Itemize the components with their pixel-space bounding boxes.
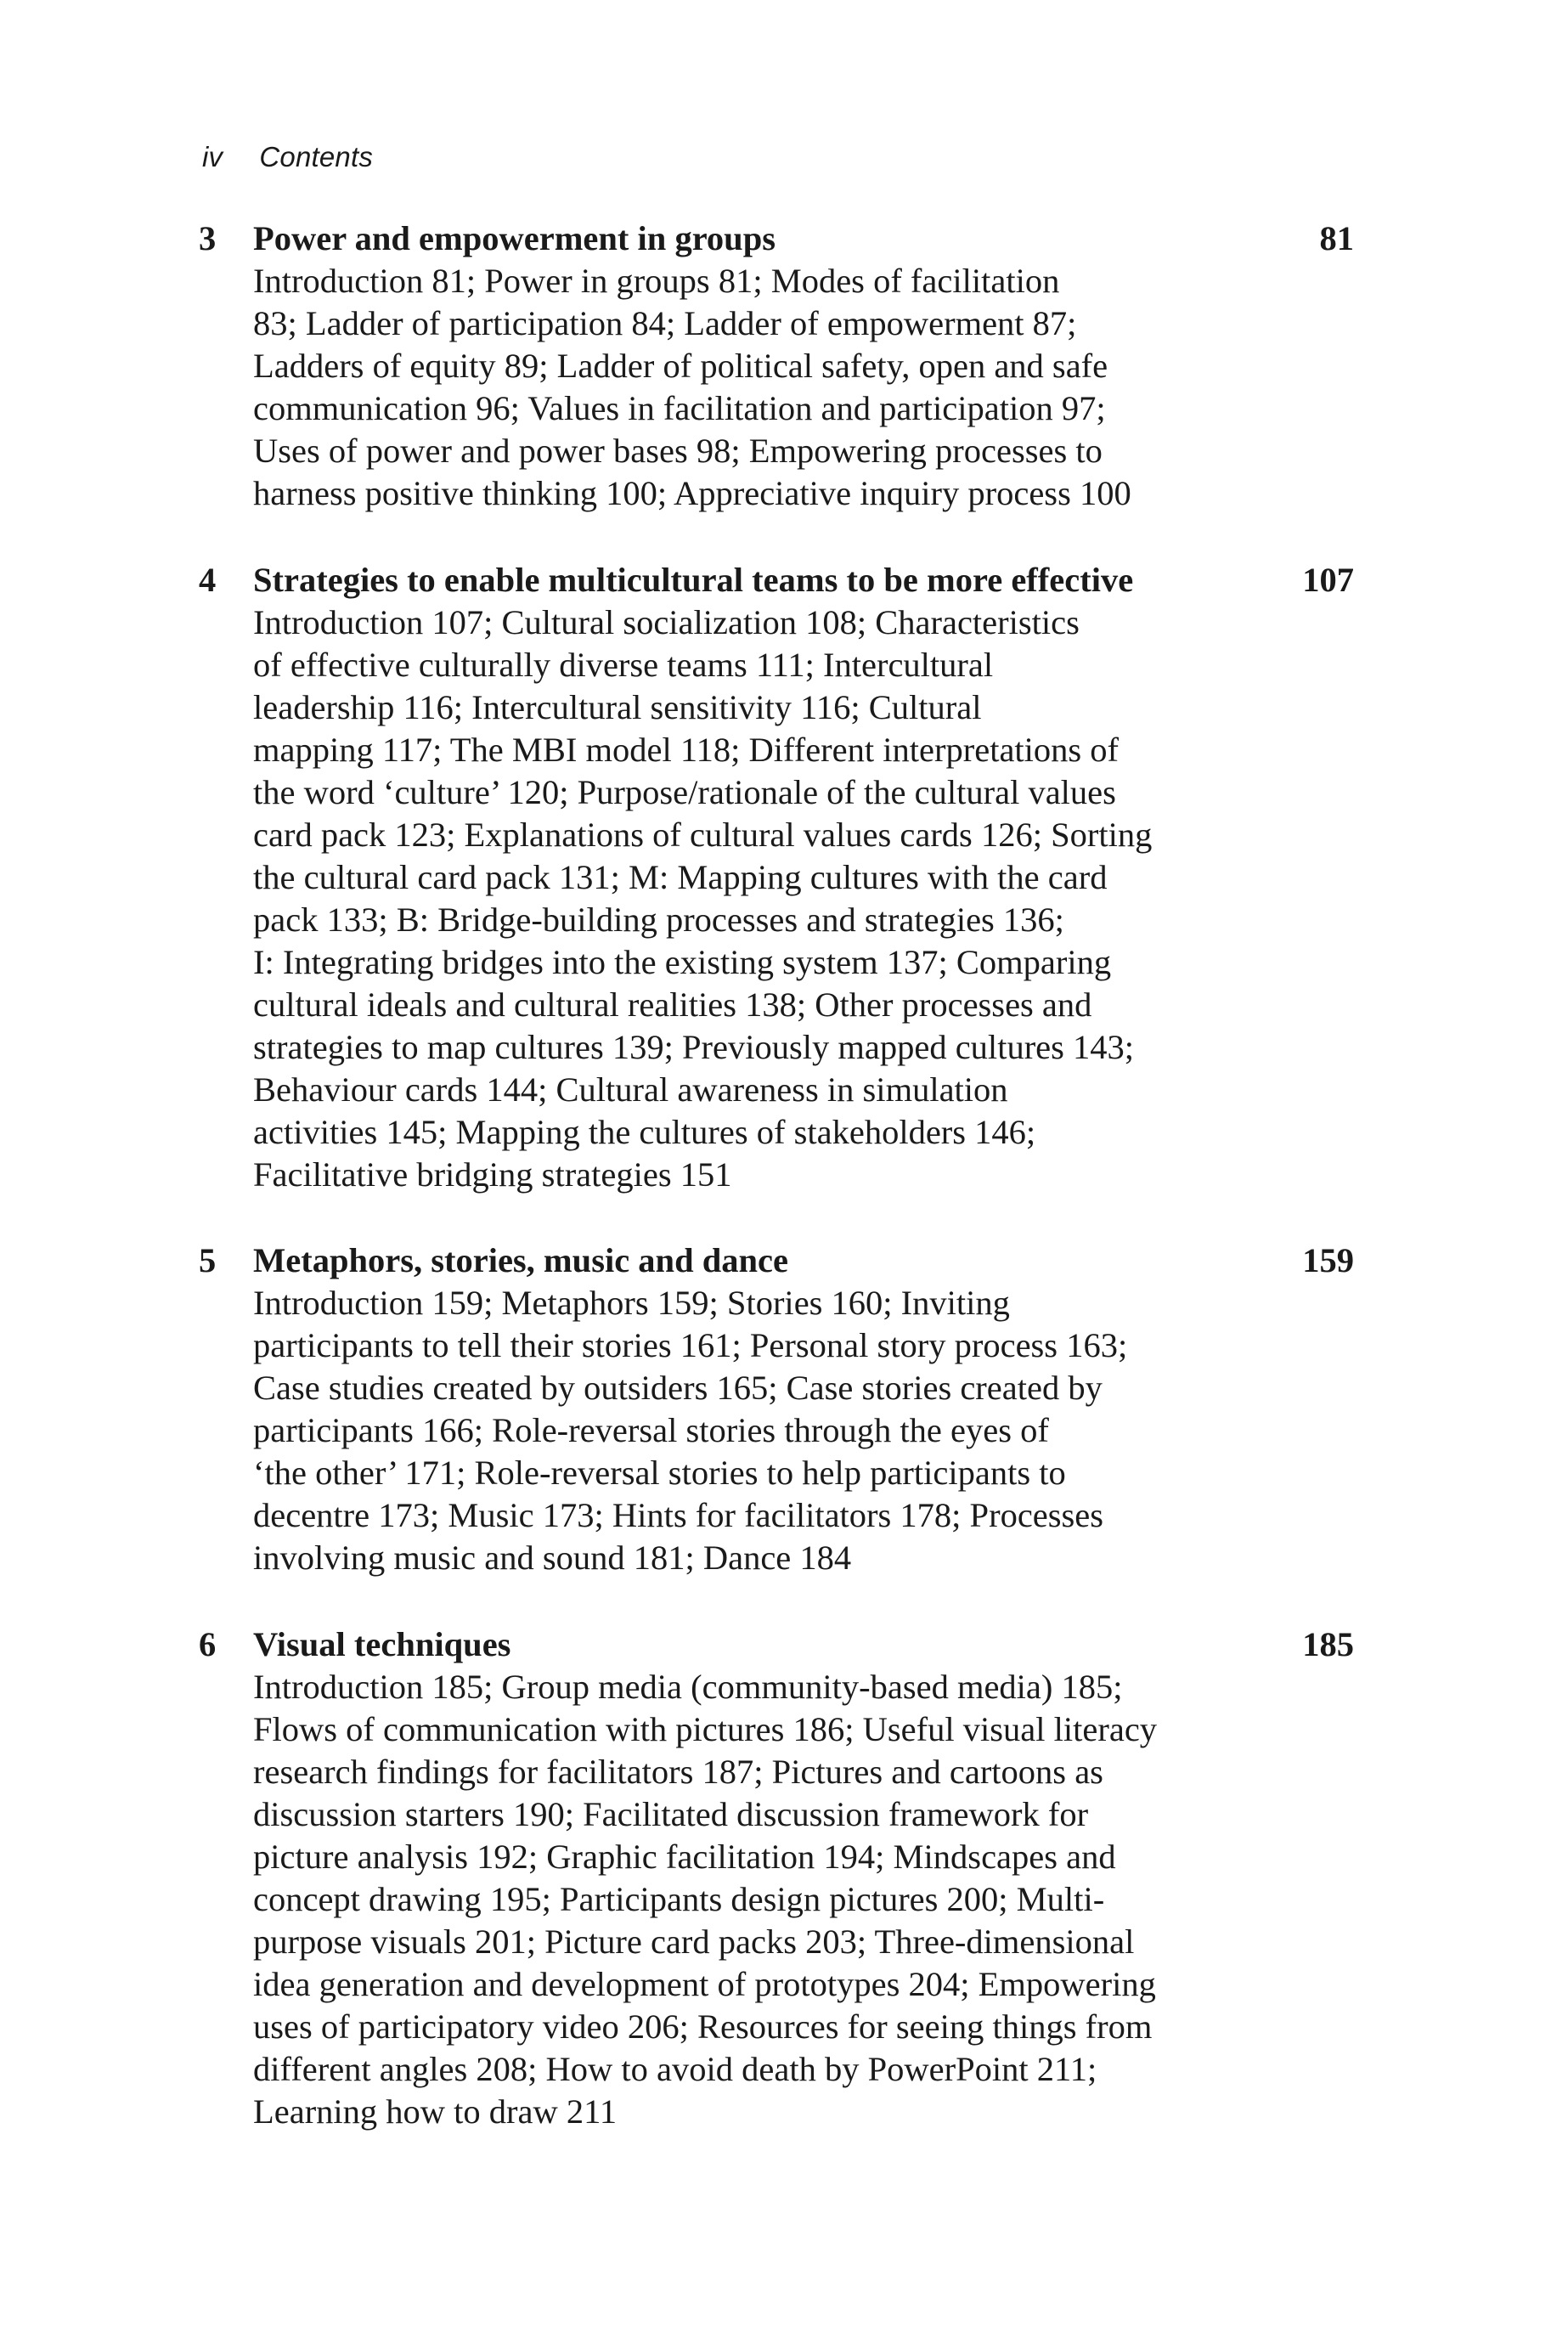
chapter-page-number: 81: [1319, 219, 1354, 257]
chapter-page-number: 159: [1302, 1241, 1354, 1279]
chapter-title: Power and empowerment in groups: [253, 219, 776, 257]
contents-line: research findings for facilitators 187; Pictures and cartoons as: [253, 1753, 1103, 1791]
running-head-title: Contents: [259, 141, 374, 172]
contents-line: Introduction 185; Group media (community-based media) 185;: [253, 1668, 1123, 1706]
contents-line: different angles 208; How to avoid death by PowerPoint 211;: [253, 2050, 1097, 2088]
chapter-number: 5: [199, 1241, 217, 1279]
contents-line: mapping 117; The MBI model 118; Different interpretations of: [253, 731, 1120, 769]
contents-line: idea generation and development of prototypes 204; Empowering: [253, 1965, 1156, 2003]
contents-line: involving music and sound 181; Dance 184: [253, 1538, 852, 1577]
contents-line: the word ‘culture’ 120; Purpose/rationale of the cultural values: [253, 773, 1116, 811]
contents-line: concept drawing 195; Participants design pictures 200; Multi-: [253, 1880, 1105, 1918]
contents-line: Case studies created by outsiders 165; Case stories created by: [253, 1369, 1103, 1407]
contents-line: purpose visuals 201; Picture card packs 203; Three-dimensional: [253, 1922, 1135, 1961]
contents-line: Ladders of equity 89; Ladder of political safety, open and safe: [253, 347, 1108, 385]
contents-line: 83; Ladder of participation 84; Ladder of empowerment 87;: [253, 304, 1077, 342]
contents-line: uses of participatory video 206; Resources for seeing things from: [253, 2007, 1153, 2046]
chapter-page-number: 107: [1302, 561, 1354, 599]
contents-line: decentre 173; Music 173; Hints for facilitators 178; Processes: [253, 1496, 1104, 1534]
contents-line: I: Integrating bridges into the existing system 137; Comparing: [253, 943, 1112, 981]
chapter-contents: [253, 1282, 1357, 1579]
chapter-page-number: 185: [1302, 1625, 1354, 1663]
contents-line: Introduction 159; Metaphors 159; Stories 160; Inviting: [253, 1284, 1010, 1322]
chapter-number: 4: [199, 561, 217, 599]
contents-line: strategies to map cultures 139; Previously mapped cultures 143;: [253, 1028, 1135, 1066]
contents-line: ‘the other’ 171; Role-reversal stories to help participants to: [253, 1454, 1066, 1492]
contents-line: Behaviour cards 144; Cultural awareness in simulation: [253, 1070, 1008, 1109]
chapter-number: 3: [199, 219, 217, 257]
contents-line: discussion starters 190; Facilitated discussion framework for: [253, 1795, 1089, 1833]
contents-line: Uses of power and power bases 98; Empowering processes to: [253, 432, 1103, 470]
contents-line: picture analysis 192; Graphic facilitation 194; Mindscapes and: [253, 1838, 1116, 1876]
contents-line: card pack 123; Explanations of cultural values cards 126; Sorting: [253, 816, 1153, 854]
contents-line: Learning how to draw 211: [253, 2092, 618, 2131]
chapter-title: Visual techniques: [253, 1625, 511, 1663]
contents-line: harness positive thinking 100; Appreciative inquiry process 100: [253, 474, 1131, 512]
contents-line: Introduction 81; Power in groups 81; Modes of facilitation: [253, 262, 1060, 300]
chapter-contents: [253, 1666, 1357, 2133]
contents-line: communication 96; Values in facilitation and participation 97;: [253, 389, 1106, 427]
page-folio: iv: [202, 141, 223, 172]
chapter-contents: [253, 601, 1357, 1196]
chapter-title: Metaphors, stories, music and dance: [253, 1241, 788, 1279]
chapter-contents: [253, 260, 1357, 515]
contents-line: Introduction 107; Cultural socialization 108; Characteristics: [253, 603, 1080, 641]
contents-line: activities 145; Mapping the cultures of stakeholders 146;: [253, 1113, 1036, 1151]
chapter-number: 6: [199, 1625, 217, 1663]
contents-line: cultural ideals and cultural realities 138; Other processes and: [253, 985, 1092, 1024]
contents-line: pack 133; B: Bridge-building processes and strategies 136;: [253, 901, 1064, 939]
contents-line: Facilitative bridging strategies 151: [253, 1155, 732, 1194]
running-head: [202, 141, 373, 173]
contents-line: participants to tell their stories 161; Personal story process 163;: [253, 1326, 1128, 1364]
chapter-title: Strategies to enable multicultural teams to be more effective: [253, 561, 1134, 599]
contents-line: Flows of communication with pictures 186; Useful visual literacy: [253, 1710, 1158, 1748]
contents-line: of effective culturally diverse teams 111; Intercultural: [253, 646, 994, 684]
contents-line: the cultural card pack 131; M: Mapping cultures with the card: [253, 858, 1108, 896]
contents-line: participants 166; Role-reversal stories through the eyes of: [253, 1411, 1049, 1449]
contents-line: leadership 116; Intercultural sensitivity 116; Cultural: [253, 688, 982, 726]
